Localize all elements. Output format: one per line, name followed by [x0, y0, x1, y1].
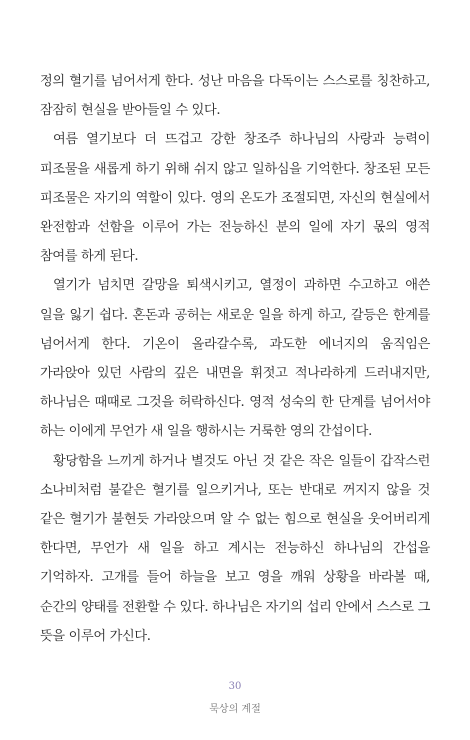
page-number: 30 — [228, 681, 242, 692]
paragraph: 여름 열기보다 더 뜨겁고 강한 창조주 하나님의 사랑과 능력이 피조물을 새롭게 하기 위해 쉬지 않고 일하심을 기억한다. 창조된 모든 피조물은 자기의 역할이 있다. 영의 온도가 조절되면, 자신의 현실에서 완전함과 선함을 이루어 가는 전능하신 분의 일에 자기 몫의 영적 참여를 하게 된다. — [40, 132, 430, 265]
running-footer-title: 묵상의 계절 — [209, 704, 261, 715]
page-body-text — [40, 67, 430, 651]
paragraph: 황당함을 느끼게 하거나 별것도 아닌 것 같은 작은 일들이 갑작스런 소나비처럼 불같은 혈기를 일으키거나, 또는 반대로 꺼지지 않을 것 같은 혈기가 불현듯 가라앉으며 알 수 없는 힘으로 현실을 웃어버리게 한다면, 무언가 새 일을 하고 계시는 전능하신 하나님의 간섭을 기억하자. 고개를 들어 하늘을 보고 영을 깨워 상황을 바라볼 때, 순간의 양태를 전환할 수 있다. 하나님은 자기의 섭리 안에서 스스로 그 뜻을 이루어 가신다. — [40, 453, 430, 644]
paragraph-continued: 정의 혈기를 넘어서게 한다. 성난 마음을 다독이는 스스로를 칭찬하고, 잠잠히 현실을 받아들일 수 있다. — [40, 74, 430, 119]
paragraph: 열기가 넘치면 갈망을 퇴색시키고, 열정이 과하면 수고하고 애쓴 일을 잃기 쉽다. 혼돈과 공허는 새로운 일을 하게 하고, 갈등은 한계를 넘어서게 한다. 기온이 올라갈수록, 과도한 에너지의 움직임은 가라앉아 있던 사람의 깊은 내면을 휘젓고 적나라하게 드러내지만, 하나님은 때때로 그것을 허락하신다. 영적 성숙의 한 단계를 넘어서야 하는 이에게 무언가 새 일을 행하시는 거룩한 영의 간섭이다. — [40, 278, 430, 440]
